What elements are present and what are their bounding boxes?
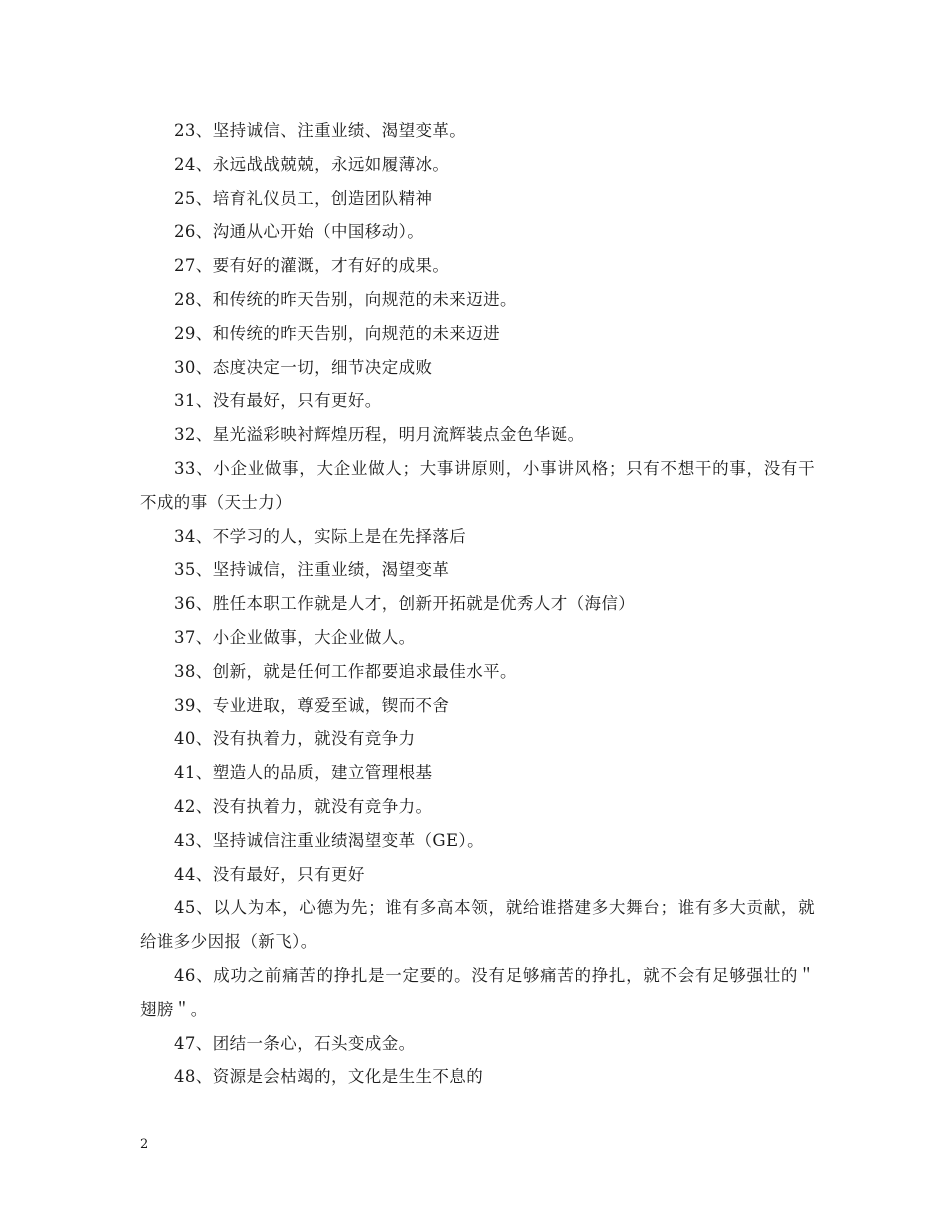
list-item: 26、沟通从心开始（中国移动）。 (174, 222, 425, 242)
list-item: 41、塑造人的品质，建立管理根基 (174, 763, 433, 783)
list-item: 23、坚持诚信、注重业绩、渴望变革。 (174, 121, 467, 140)
slogan-list (140, 114, 815, 1094)
list-item: 48、资源是会枯竭的，文化是生生不息的 (174, 1067, 484, 1087)
list-item: 24、永远战战兢兢，永远如履薄冰。 (174, 154, 450, 174)
list-item: 45、以人为本，心德为先；谁有多高本领，就给谁搭建多大舞台；谁有多大贡献，就给谁多少因报（新飞）。 (140, 898, 815, 952)
list-item: 39、专业进取，尊爱至诚，锲而不舍 (174, 695, 450, 715)
list-item: 25、培育礼仪员工，创造团队精神 (174, 188, 433, 208)
list-item: 36、胜任本职工作就是人才，创新开拓就是优秀人才（海信） (174, 594, 636, 614)
list-item: 34、不学习的人，实际上是在先择落后 (174, 526, 467, 546)
list-item: 46、成功之前痛苦的挣扎是一定要的。没有足够痛苦的挣扎，就不会有足够强壮的＂翅膀＂。 (140, 965, 815, 1019)
list-item: 35、坚持诚信，注重业绩，渴望变革 (174, 560, 450, 580)
list-item: 42、没有执着力，就没有竞争力。 (174, 796, 433, 816)
list-item: 32、星光溢彩映衬辉煌历程，明月流辉装点金色华诞。 (174, 425, 585, 445)
list-item: 27、要有好的灌溉，才有好的成果。 (174, 256, 450, 276)
list-item: 43、坚持诚信注重业绩渴望变革（GE）。 (174, 830, 484, 850)
list-item: 40、没有执着力，就没有竞争力 (174, 729, 416, 749)
list-item: 28、和传统的昨天告别，向规范的未来迈进。 (174, 289, 517, 309)
page-number: 2 (140, 1137, 149, 1152)
list-item: 29、和传统的昨天告别，向规范的未来迈进 (174, 323, 500, 343)
list-item: 33、小企业做事，大企业做人；大事讲原则，小事讲风格；只有不想干的事，没有干不成的事（天士力） (140, 458, 815, 512)
list-item: 47、团结一条心，石头变成金。 (174, 1033, 416, 1053)
list-item: 38、创新，就是任何工作都要追求最佳水平。 (174, 661, 517, 681)
list-item: 37、小企业做事，大企业做人。 (174, 627, 416, 647)
list-item: 30、态度决定一切，细节决定成败 (174, 357, 433, 377)
list-item: 44、没有最好，只有更好 (174, 864, 365, 884)
list-item: 31、没有最好，只有更好。 (174, 391, 382, 411)
